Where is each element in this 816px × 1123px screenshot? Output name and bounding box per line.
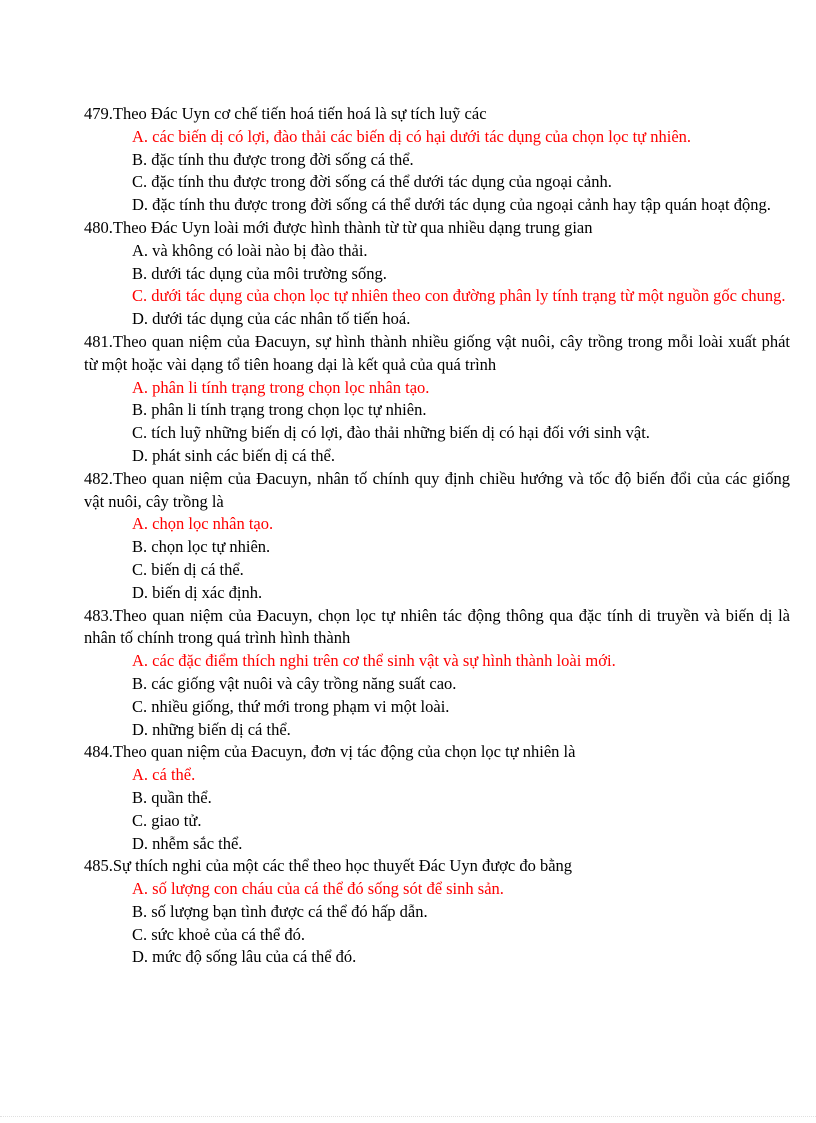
question-text: 483.Theo quan niệm của Đacuyn, chọn lọc tự nhiên tác động thông qua đặc tính di truyền và biến dị là nhân tố chính trong quá trình hình thành [84,605,790,648]
answer-option-correct: C. dưới tác dụng của chọn lọc tự nhiên theo con đường phân ly tính trạng từ một nguồn gốc chung. [132,286,786,306]
answer-option: C. biến dị cá thể. [132,559,244,579]
question-text: 484.Theo quan niệm của Đacuyn, đơn vị tác động của chọn lọc tự nhiên là [84,742,576,762]
answer-option: D. nhễm sắc thể. [132,833,243,853]
question-block [84,855,790,969]
answer-option-correct: A. phân li tính trạng trong chọn lọc nhân tạo. [132,377,430,397]
answer-option: C. nhiều giống, thứ mới trong phạm vi một loài. [132,696,450,716]
answer-option-correct: A. cá thể. [132,765,196,785]
answer-option: C. giao tử. [132,810,202,830]
answer-option: D. mức độ sống lâu của cá thể đó. [132,947,357,967]
answer-option: C. sức khoẻ của cá thể đó. [132,924,305,944]
answer-option: D. biến dị xác định. [132,582,263,602]
question-block [84,741,790,855]
answer-option: B. đặc tính thu được trong đời sống cá thể. [132,149,414,169]
answer-option-correct: A. chọn lọc nhân tạo. [132,514,274,534]
answer-option-correct: A. các biến dị có lợi, đào thải các biến dị có hại dưới tác dụng của chọn lọc tự nhiên. [132,126,692,146]
question-text: 485.Sự thích nghi của một các thể theo học thuyết Đác Uyn được đo bằng [84,856,573,876]
question-block [84,217,790,331]
answer-option: C. đặc tính thu được trong đời sống cá thể dưới tác dụng của ngoại cảnh. [132,172,612,192]
question-text: 482.Theo quan niệm của Đacuyn, nhân tố chính quy định chiều hướng và tốc độ biến đổi của các giống vật nuôi, cây trồng là [84,468,790,511]
answer-option: D. đặc tính thu được trong đời sống cá thể dưới tác dụng của ngoại cảnh hay tập quán hoạt động. [132,195,771,215]
document-page [84,103,790,969]
answer-option: D. phát sinh các biến dị cá thể. [132,445,335,465]
page-bottom-divider [0,1116,816,1117]
question-text: 480.Theo Đác Uyn loài mới được hình thành từ từ qua nhiều dạng trung gian [84,217,593,237]
answer-option-correct: A. các đặc điểm thích nghi trên cơ thể sinh vật và sự hình thành loài mới. [132,651,616,671]
answer-option: B. quần thể. [132,787,212,807]
answer-option: D. những biến dị cá thể. [132,719,291,739]
answer-option: C. tích luỹ những biến dị có lợi, đào thải những biến dị có hại đối với sinh vật. [132,423,650,443]
question-block [84,331,790,468]
answer-option: A. và không có loài nào bị đào thải. [132,240,368,260]
question-block [84,605,790,742]
answer-option: B. dưới tác dụng của môi trường sống. [132,263,387,283]
question-block [84,468,790,605]
answer-option: B. số lượng bạn tình được cá thể đó hấp dẫn. [132,901,428,921]
answer-option: D. dưới tác dụng của các nhân tố tiến hoá. [132,309,411,329]
question-block [84,103,790,217]
answer-option-correct: A. số lượng con cháu của cá thể đó sống sót để sinh sản. [132,879,504,899]
question-text: 479.Theo Đác Uyn cơ chế tiến hoá tiến hoá là sự tích luỹ các [84,104,487,123]
question-text: 481.Theo quan niệm của Đacuyn, sự hình thành nhiều giống vật nuôi, cây trồng trong mỗi loài xuất phát từ một hoặc vài dạng tổ tiên hoang dại là kết quả của quá trình [84,331,790,374]
answer-option: B. các giống vật nuôi và cây trồng năng suất cao. [132,673,457,693]
answer-option: B. phân li tính trạng trong chọn lọc tự nhiên. [132,400,427,420]
answer-option: B. chọn lọc tự nhiên. [132,537,271,557]
